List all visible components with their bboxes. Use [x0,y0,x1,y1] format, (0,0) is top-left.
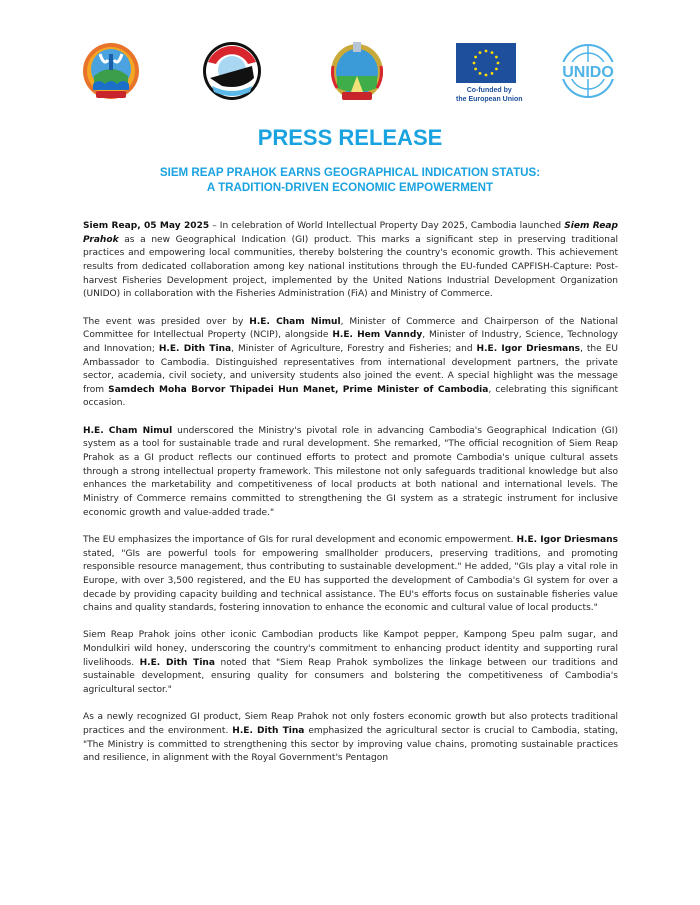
headline [0,165,700,195]
person-name: H.E. Dith Tina [158,343,232,354]
person-name: Samdech Moha Borvor Thipadei Hun Manet, Prime Minister of Cambodia [108,384,489,395]
person-name: H.E. Hem Vanndy [332,330,423,341]
eu-star-icon [491,51,494,54]
paragraph-products [83,629,618,697]
page-title: PRESS RELEASE [257,125,443,150]
product-name: Siem Reap Prahok [83,221,618,245]
person-name: H.E. Cham Nimul [249,316,341,327]
logo-bar [82,40,622,115]
text: emphasized the agricultural sector is crucial to Cambodia, stating, "The Ministry is committed to strengthening this sector by improving value chains, promoting sustainable practices and resilience, in alignment with the Royal Government's Pentagon [83,725,618,764]
eu-flag-icon [456,43,516,83]
text: , Minister of Agriculture, Forestry and Fisheries; and [231,343,477,354]
text: , celebrating this significant occasion. [83,384,618,409]
text: – In celebration of World Intellectual Property Day 2025, Cambodia launched [209,221,565,231]
fisheries-administration-logo [82,40,140,102]
eu-star-icon [485,50,488,53]
eu-star-icon [495,56,498,59]
person-name: H.E. Igor Driesmans [476,343,581,354]
eu-star-icon [474,56,477,59]
text: As a newly recognized GI product, Siem Reap Prahok not only fosters economic growth but also protects traditional practices and the environment. [83,712,618,736]
text: noted that "Siem Reap Prahok symbolizes the linkage between our traditions and sustainable development, ensuring quality for consumers and bolstering the competitiveness of Cambodia's agricultural sector." [83,657,618,696]
eu-caption-line2: the European Union [456,96,523,103]
eu-star-icon [497,62,500,65]
ministry-boat-logo [202,40,262,102]
headline-line2: A TRADITION-DRIVEN ECONOMIC EMPOWERMENT [206,181,494,194]
text: as a new Geographical Indication (GI) product. This marks a significant step in preserving traditional practices and empowering local communities, thereby bolstering the country's economic growth. This achievement results from dedicated collaboration among key national institutions through the EU-funded CAPFISH-Capture: Post-harvest Fisheries Development project, implemented by the United Nations Industrial Development Organization (UNIDO) in collaboration with the Fisheries Administration (FiA) and Ministry of Commerce. [83,234,618,300]
eu-cofunded-logo [456,43,523,104]
eu-star-icon [474,68,477,71]
eu-caption-line1: Co-funded by [466,87,512,94]
eu-star-icon [491,72,494,75]
text: The event was presided over by [83,316,250,327]
text: The EU emphasizes the importance of GIs for rural development and economic empowerment. [83,534,517,545]
person-name: H.E. Igor Driesmans [516,534,618,545]
paragraph-agriculture [83,711,618,766]
dateline: Siem Reap, 05 May 2025 [83,221,210,231]
text: stated, "GIs are powerful tools for empowering smallholder producers, preserving traditions, and promoting responsible resource management, thus contributing to sustainable development." He added, "GIs play a vital role in Europe, with over 3,500 registered, and the EU has supported the development of Cambodia's GI system for over a decade by providing capacity building and technical assistance. The EU's efforts focus on sustainable fisheries value chains and quality standards, fostering innovation to enhance the economic and cultural value of local products." [83,548,618,614]
paragraph-intro [83,220,618,302]
eu-star-icon [479,72,482,75]
eu-star-icon [485,74,488,77]
eu-star-icon [479,51,482,54]
headline-line1: SIEM REAP PRAHOK EARNS GEOGRAPHICAL INDICATION STATUS: [159,166,541,179]
unido-wordmark: UNIDO [562,64,614,81]
paragraph-event [83,316,618,412]
article-body [83,220,618,780]
text: , Minister of Industry, Science, Technology and Innovation; [83,330,618,354]
eu-star-icon [495,68,498,71]
unido-logo [559,42,617,100]
text: , Minister of Commerce and Chairperson of the National Committee for Intellectual Property (NCIP), alongside [83,316,618,341]
paragraph-eu-quote [83,534,618,616]
text: Siem Reap Prahok joins other iconic Cambodian products like Kampot pepper, Kampong Speu palm sugar, and Mondulkiri wild honey, underscoring the country's commitment to enhancing product identity and supporting rural livelihoods. [83,630,618,668]
eu-star-icon [473,62,476,65]
person-name: H.E. Dith Tina [139,657,215,668]
person-name: H.E. Cham Nimul [83,425,173,436]
ministry-agriculture-logo [329,38,385,104]
text: , the EU Ambassador to Cambodia. Distinguished representatives from international development partners, the private sector, academia, civil society, and university students also joined the event. A special highlight was the message from [83,343,619,395]
text: underscored the Ministry's pivotal role in advancing Cambodia's Geographical Indication (GI) system as a tool for sustainable trade and rural development. She remarked, "The official recognition of Siem Reap Prahok as a GI product reflects our continued efforts to protect and promote Cambodia's unique cultural assets through a strong intellectual property framework. This milestone not only safeguards traditional knowledge but also enhances the marketability and competitiveness of local products at both national and international levels. The Ministry of Commerce remains committed to strengthening the GI system as a strategic instrument for inclusive economic growth and value-added trade." [83,425,618,518]
person-name: H.E. Dith Tina [232,725,305,736]
paragraph-commerce-quote [83,425,618,521]
